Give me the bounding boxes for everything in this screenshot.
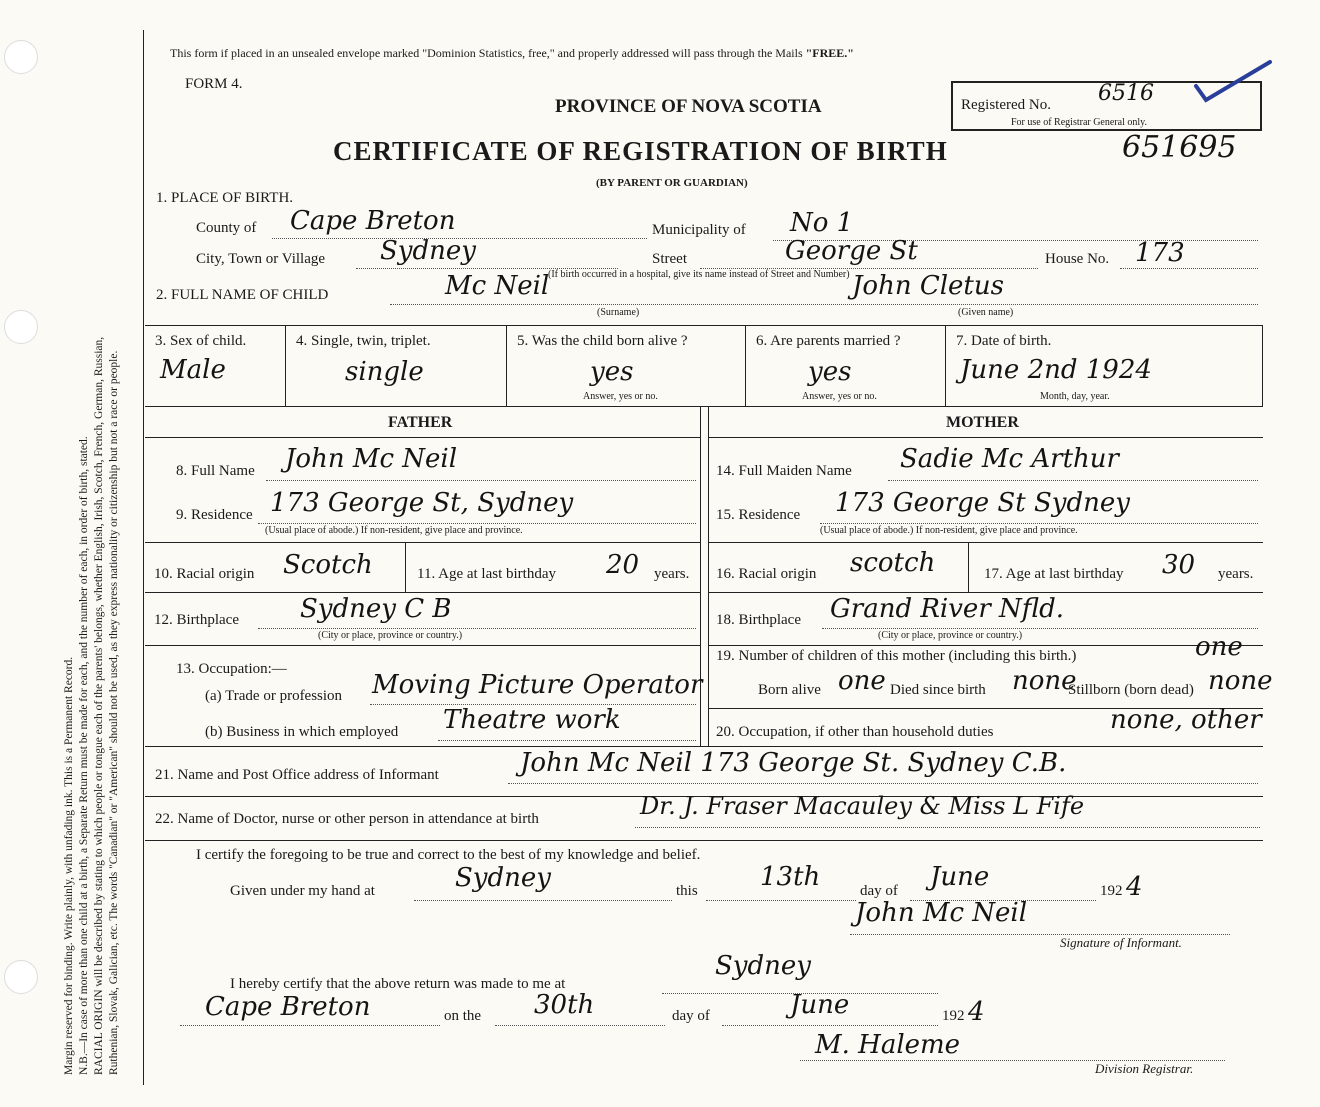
sex-label: 3. Sex of child. [155, 333, 247, 349]
children-label: 19. Number of children of this mother (including this birth.) [716, 648, 1077, 664]
mother-residence: 173 George St Sydney [835, 488, 1130, 518]
checkmark-icon [1192, 56, 1274, 108]
children-value: one [1195, 632, 1243, 662]
registrar-statement: I hereby certify that the above return was made to me at [230, 976, 566, 992]
doctor-value: Dr. J. Fraser Macauley & Miss L Fife [640, 792, 1085, 820]
day-of-label: day of [672, 1008, 710, 1024]
died-label: Died since birth [890, 682, 986, 698]
county-label: County of [196, 220, 257, 236]
father-name: John Mc Neil [285, 444, 458, 474]
reg-note: For use of Registrar General only. [1011, 117, 1147, 128]
form-number: FORM 4. [185, 76, 243, 92]
registrar-year-prefix: 192 [942, 1008, 965, 1024]
born-alive-value: yes [590, 357, 634, 387]
city-value: Sydney [380, 236, 476, 266]
child-given-name: John Cletus [852, 271, 1004, 301]
father-residence-label: 9. Residence [176, 507, 253, 523]
surname-caption: (Surname) [597, 307, 640, 318]
child-name-label: 2. FULL NAME OF CHILD [156, 287, 329, 303]
residence-caption: (Usual place of abode.) If non-resident, give place and province. [820, 525, 1078, 536]
business-value: Theatre work [443, 705, 621, 735]
stamp-number: 651695 [1122, 130, 1237, 165]
mail-note: This form if placed in an unsealed envelope marked "Dominion Statistics, free," and properly addressed will pass through the Mails "FREE." [170, 46, 854, 60]
informant-label: 21. Name and Post Office address of Informant [155, 767, 439, 783]
this-label: this [676, 883, 698, 899]
plurality-label: 4. Single, twin, triplet. [296, 333, 431, 349]
child-surname: Mc Neil [445, 271, 550, 301]
mother-occupation: none, other [1110, 705, 1262, 735]
signature-caption: Signature of Informant. [1060, 935, 1182, 950]
plurality-value: single [345, 357, 424, 387]
province-heading: PROVINCE OF NOVA SCOTIA [555, 96, 822, 117]
married-label: 6. Are parents married ? [756, 333, 901, 349]
mother-occupation-label: 20. Occupation, if other than household duties [716, 724, 994, 740]
years-label: years. [654, 566, 690, 582]
father-birthplace: Sydney C B [300, 594, 452, 624]
mother-birthplace: Grand River Nfld. [830, 594, 1065, 624]
trade-value: Moving Picture Operator [372, 670, 703, 700]
registrar-place: Sydney [715, 951, 811, 981]
father-birthplace-label: 12. Birthplace [154, 612, 239, 628]
hospital-note: (If birth occurred in a hospital, give its name instead of Street and Number) [548, 269, 850, 280]
registrar-month: June [790, 990, 850, 1020]
father-age-label: 11. Age at last birthday [417, 566, 556, 582]
certify-statement: I certify the foregoing to be true and correct to the best of my knowledge and belief. [196, 847, 701, 863]
county-value: Cape Breton [290, 206, 456, 236]
father-residence: 173 George St, Sydney [270, 488, 574, 518]
street-value: George St [785, 236, 918, 266]
place-label: 1. PLACE OF BIRTH. [156, 190, 294, 206]
page-title: CERTIFICATE OF REGISTRATION OF BIRTH [333, 136, 948, 166]
reg-label: Registered No. [961, 97, 1051, 113]
informant-value: John Mc Neil 173 George St. Sydney C.B. [520, 748, 1067, 778]
mother-birthplace-label: 18. Birthplace [716, 612, 801, 628]
trade-label: (a) Trade or profession [205, 688, 343, 704]
certify-month: June [930, 862, 990, 892]
margin-note-line: RACIAL ORIGIN will be described by stating to which people or tongue each of the parents' belongs, whether English, Irish, Scotch, French, German, Russian, [93, 336, 105, 1075]
mother-name-label: 14. Full Maiden Name [716, 463, 852, 479]
stillborn-label: Stillborn (born dead) [1068, 682, 1194, 698]
born-alive-count: one [838, 666, 886, 696]
certify-place: Sydney [455, 863, 551, 893]
on-the-label: on the [444, 1008, 482, 1024]
dob-value: June 2nd 1924 [960, 355, 1152, 385]
street-label: Street [652, 251, 687, 267]
binding-hole [4, 310, 38, 344]
business-label: (b) Business in which employed [205, 724, 399, 740]
registrar-caption: Division Registrar. [1095, 1061, 1194, 1076]
margin-rule [143, 30, 144, 1085]
margin-note-line: Ruthenian, Slovak, Galician, etc. The words "Canadian" or "American" should not be used, as they express nationality or citizenship but not a race or people. [108, 350, 120, 1075]
married-value: yes [808, 357, 852, 387]
certify-year-digit: 4 [1126, 872, 1143, 902]
registrar-day: 30th [534, 990, 595, 1020]
birthplace-caption: (City or place, province or country.) [318, 630, 463, 641]
reg-value: 6516 [1098, 81, 1154, 106]
municipality-label: Municipality of [652, 222, 746, 238]
margin-note-line: Margin reserved for binding. Write plainly, with unfading ink. This is a Permanent Record. [63, 656, 75, 1075]
binding-hole [4, 960, 38, 994]
registrar-year-digit: 4 [968, 997, 985, 1027]
years-label: years. [1218, 566, 1254, 582]
margin-notes [62, 45, 122, 1075]
given-caption: (Given name) [958, 307, 1014, 318]
mother-heading: MOTHER [946, 414, 1019, 431]
birthplace-caption: (City or place, province or country.) [878, 630, 1023, 641]
born-alive-label: 5. Was the child born alive ? [517, 333, 688, 349]
father-race: Scotch [283, 550, 373, 580]
father-name-label: 8. Full Name [176, 463, 255, 479]
father-age: 20 [606, 550, 640, 580]
registrar-county: Cape Breton [205, 992, 371, 1022]
binding-hole [4, 40, 38, 74]
margin-note-line: N.B.—In case of more than one child at a birth, a Separate Return must be made for each, and the number of each, in order of birth, stated. [78, 436, 90, 1075]
mother-age-label: 17. Age at last birthday [984, 566, 1124, 582]
died-count: none [1012, 666, 1077, 696]
answer-caption: Answer, yes or no. [802, 391, 877, 402]
registrar-signature: M. Haleme [815, 1030, 961, 1060]
house-value: 173 [1135, 238, 1185, 268]
dob-caption: Month, day, year. [1040, 391, 1110, 402]
mother-name: Sadie Mc Arthur [900, 444, 1119, 474]
born-alive-count-label: Born alive [758, 682, 821, 698]
certify-day: 13th [760, 862, 821, 892]
answer-caption: Answer, yes or no. [583, 391, 658, 402]
mother-residence-label: 15. Residence [716, 507, 801, 523]
occupation-label: 13. Occupation:— [176, 661, 287, 677]
day-of-label: day of [860, 883, 898, 899]
certify-year-prefix: 192 [1100, 883, 1123, 899]
mother-race: scotch [850, 548, 936, 578]
subtitle: (BY PARENT OR GUARDIAN) [596, 177, 748, 189]
stillborn-count: none [1208, 666, 1273, 696]
mother-race-label: 16. Racial origin [716, 566, 817, 582]
father-race-label: 10. Racial origin [154, 566, 255, 582]
sex-value: Male [160, 355, 226, 385]
dob-label: 7. Date of birth. [956, 333, 1052, 349]
municipality-value: No 1 [790, 208, 854, 238]
mother-age: 30 [1162, 550, 1196, 580]
doctor-label: 22. Name of Doctor, nurse or other person in attendance at birth [155, 811, 539, 827]
mail-free: "FREE." [805, 46, 854, 60]
city-label: City, Town or Village [196, 251, 326, 267]
house-label: House No. [1045, 251, 1110, 267]
given-label: Given under my hand at [230, 883, 375, 899]
informant-signature: John Mc Neil [855, 898, 1028, 928]
residence-caption: (Usual place of abode.) If non-resident, give place and province. [265, 525, 523, 536]
father-heading: FATHER [388, 414, 453, 431]
